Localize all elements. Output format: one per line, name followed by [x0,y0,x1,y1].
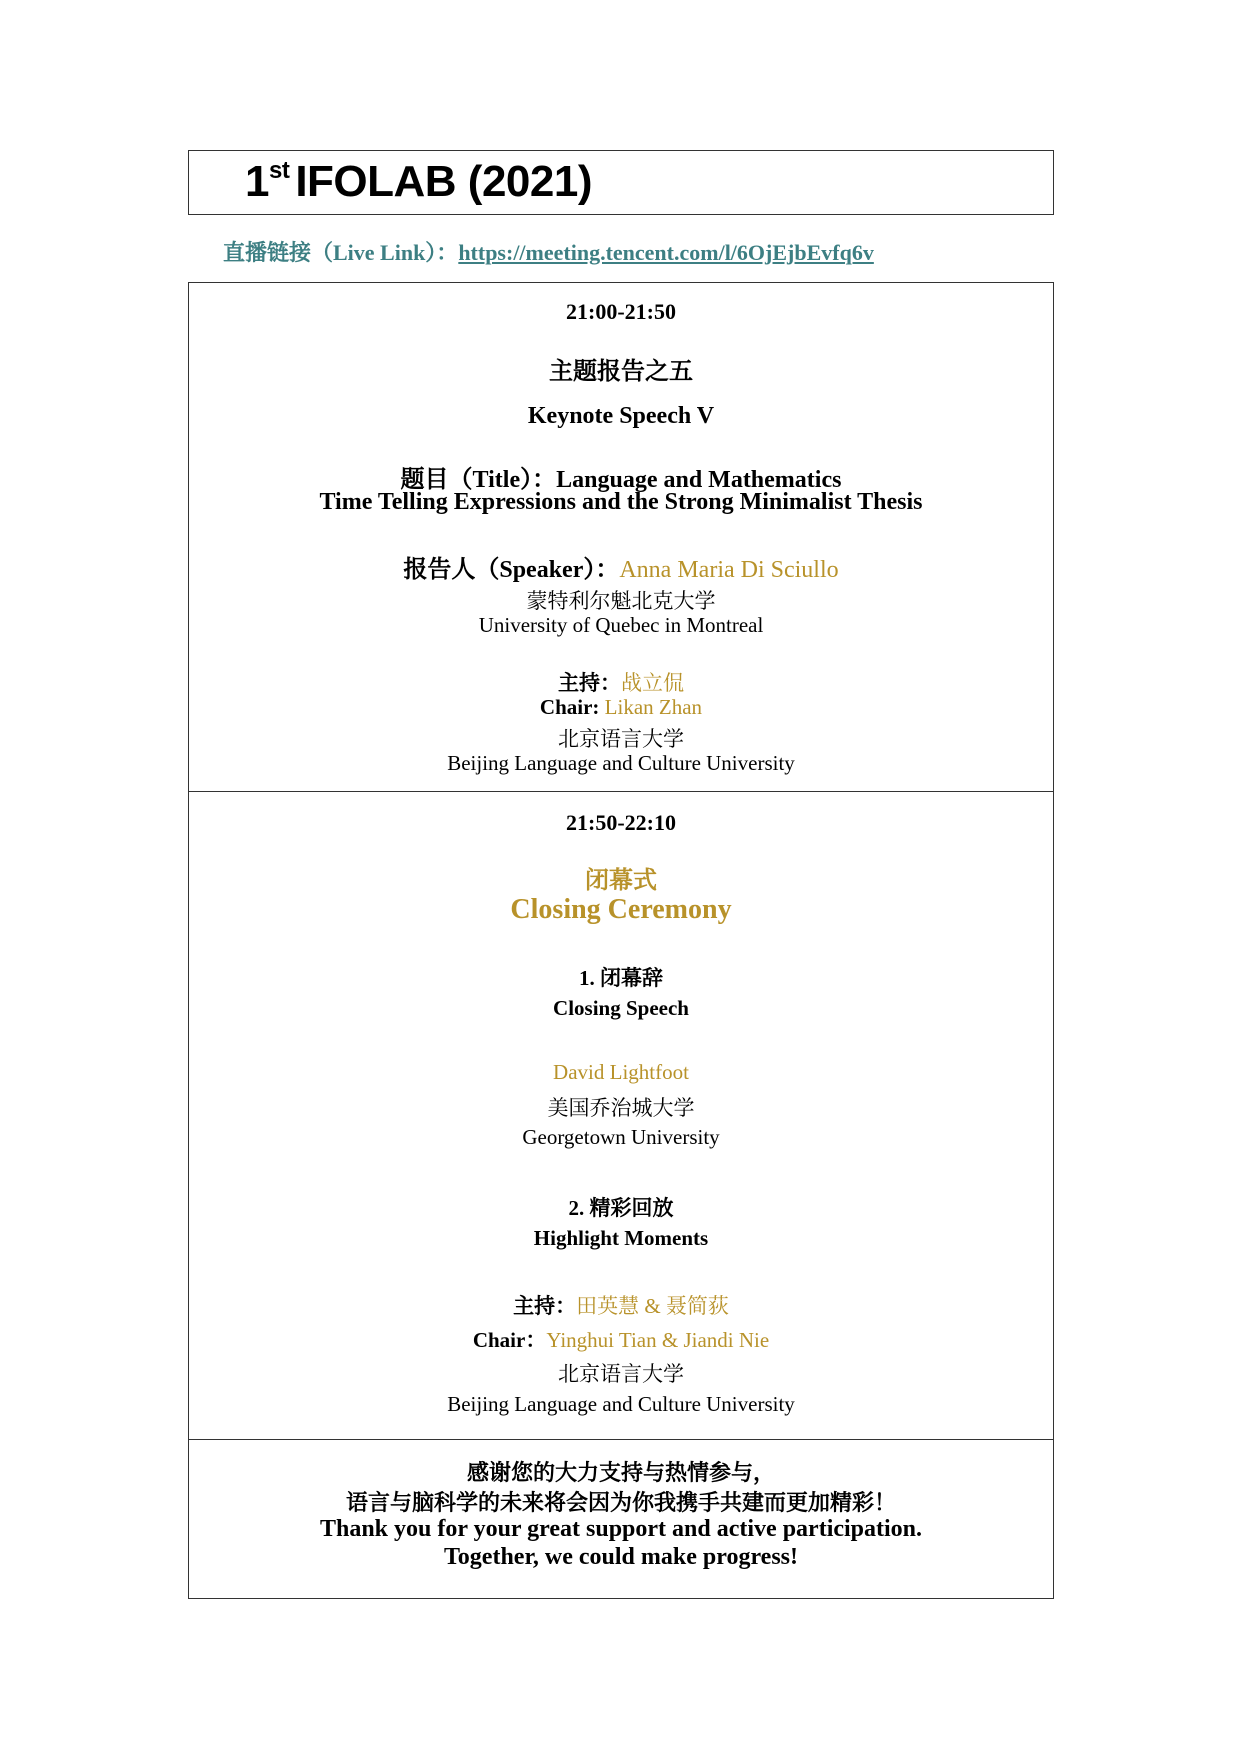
closing-chair-names-zh: 田英慧 & 聂简荻 [576,1294,729,1318]
keynote-title-en: Keynote Speech V [527,403,715,429]
page-title [245,157,592,207]
closing-title-zh: 闭幕式 [585,866,657,894]
keynote-chair-en [189,695,1053,720]
live-link-url[interactable]: https://meeting.tencent.com/l/6OjEjbEvfq6v [458,240,874,265]
closing-chair-en [189,1324,1053,1354]
title-superscript: st [268,157,290,184]
thanks-line-3: Thank you for your great support and active participation. [319,1516,923,1542]
title-rest: IFOLAB (2021) [295,157,592,206]
closing-speaker-name: David Lightfoot [553,1060,689,1084]
live-link-line [223,236,874,267]
chair-affiliation-en: Beijing Language and Culture University [447,751,795,775]
thanks-line-2: 语言与脑科学的未来将会因为你我携手共建而更加精彩！ [345,1490,896,1515]
thanks-line-4: Together, we could make progress! [444,1544,798,1570]
keynote-row [189,283,1053,791]
closing-row [189,791,1053,1439]
topic-line-2: Time Telling Expressions and the Strong Minimalist Thesis [319,489,923,515]
keynote-time: 21:00-21:50 [566,299,676,324]
closing-item-1-en: Closing Speech [553,996,689,1020]
keynote-title-zh: 主题报告之五 [549,357,693,385]
closing-speaker-affiliation-en: Georgetown University [522,1125,720,1149]
thanks-row [189,1439,1053,1599]
chair-label-en: Chair: [539,695,600,719]
title-box [188,150,1054,215]
closing-speaker-affiliation-zh: 美国乔治城大学 [547,1096,695,1120]
closing-time: 21:50-22:10 [566,810,676,835]
speaker-name: Anna Maria Di Sciullo [619,557,839,583]
chair-affiliation-zh: 北京语言大学 [558,727,684,751]
closing-chair-affiliation-zh: 北京语言大学 [558,1362,684,1386]
closing-title-en: Closing Ceremony [510,894,732,925]
chair-name-en: Likan Zhan [604,695,703,719]
topic-line-1: Language and Mathematics [556,467,842,493]
live-link-label: 直播链接（Live Link）： [223,240,459,265]
keynote-speaker [189,549,1053,584]
closing-item-2-zh: 2. 精彩回放 [568,1196,674,1220]
closing-chair-label-en: Chair： [472,1328,547,1352]
speaker-label: 报告人（Speaker）： [403,557,620,583]
closing-chair-label-zh: 主持： [513,1294,577,1318]
speaker-affiliation-zh: 蒙特利尔魁北克大学 [526,589,716,613]
title-number: 1 [245,157,269,206]
chair-label-zh: 主持： [558,671,621,695]
closing-item-1-zh: 1. 闭幕辞 [579,966,663,990]
chair-name-zh: 战立侃 [621,671,684,695]
closing-chair-names-en: Yinghui Tian & Jiandi Nie [546,1328,770,1352]
topic-label: 题目（Title）： [400,467,557,493]
keynote-chair-zh [189,667,1053,697]
schedule-table [188,282,1054,1599]
thanks-line-1: 感谢您的大力支持与热情参与， [466,1460,775,1485]
speaker-affiliation-en: University of Quebec in Montreal [478,613,764,637]
closing-chair-affiliation-en: Beijing Language and Culture University [447,1392,795,1416]
closing-chair-zh [189,1290,1053,1320]
closing-item-2-en: Highlight Moments [533,1226,709,1250]
